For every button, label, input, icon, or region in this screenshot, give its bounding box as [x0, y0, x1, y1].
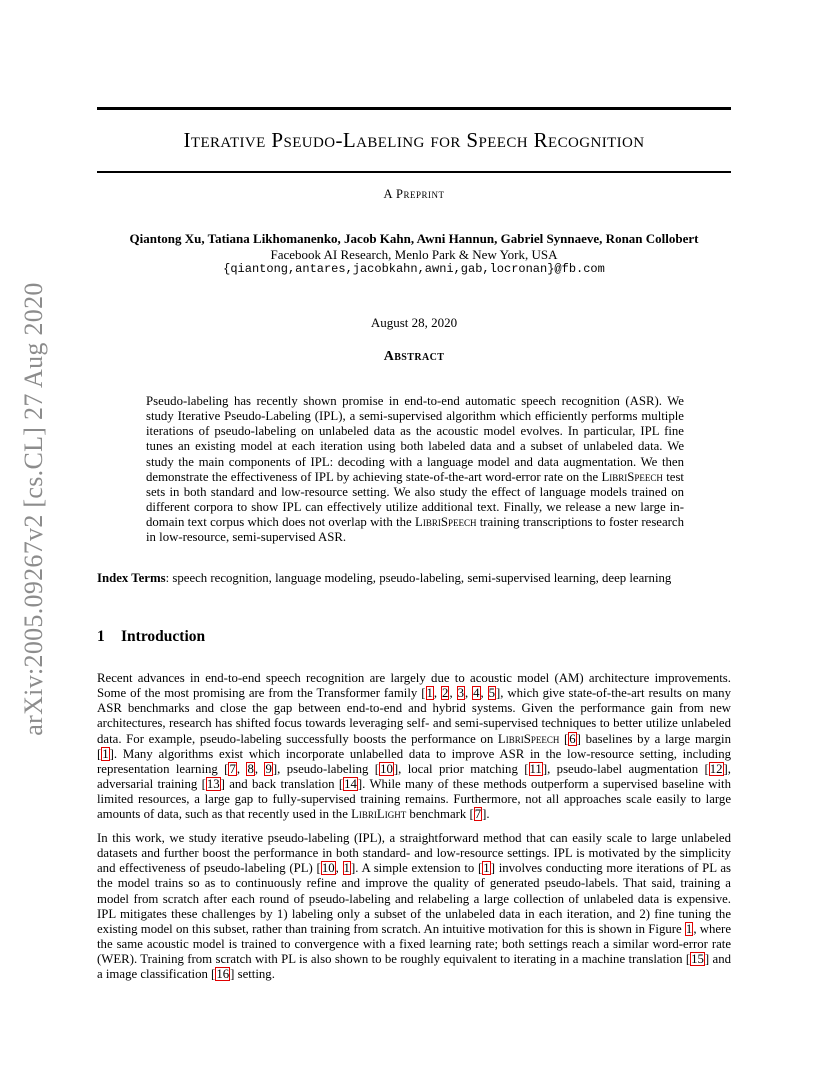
abstract-text: Pseudo-labeling has recently shown promise in end-to-end automatic speech recognition (ASR). We study Iterative Pseudo-Labeling (IPL), a semi-supervised algorithm which efficiently performs multiple iterations of pseudo-labeling on unlabeled data as the acoustic model evolves. In particular, IPL fine tunes an existing model at each iteration using both labeled data and a subset of unlabeled data. We study the main components of IPL: decoding with a language model and data augmentation. We then demonstrate the effectiveness of IPL by achieving state-of-the-art word-error rate on the LibriSpeech test sets in both standard and low-resource setting. We also study the effect of language models trained on different corpora to show IPL can effectively utilize additional text. Finally, we release a new large in-domain text corpus which does not overlap with the LibriSpeech training transcriptions to foster research in low-resource, semi-supervised ASR.: [146, 394, 685, 545]
citation-link[interactable]: 15: [691, 952, 704, 967]
citation-link[interactable]: 10: [380, 761, 393, 776]
dataset-name: LibriLight: [351, 807, 407, 822]
citation-link[interactable]: 14: [344, 777, 357, 792]
citation-link[interactable]: 1: [102, 746, 109, 761]
citation-link[interactable]: 3: [457, 686, 464, 701]
figure-link[interactable]: 1: [685, 921, 693, 936]
paper-date: August 28, 2020: [370, 315, 458, 330]
citation-link[interactable]: 1: [483, 861, 490, 876]
paper-title: Iterative Pseudo-Labeling for Speech Recognition: [183, 128, 645, 152]
affiliation: Facebook AI Research, Menlo Park & New York, USA: [270, 247, 558, 262]
citation-link[interactable]: 7: [474, 807, 482, 822]
citation-link[interactable]: 13: [206, 777, 220, 792]
author-list: Qiantong Xu, Tatiana Likhomanenko, Jacob Kahn, Awni Hannun, Gabriel Synnaeve, Ronan Collobert: [129, 231, 699, 246]
citation-link[interactable]: 16: [216, 967, 230, 982]
arxiv-identifier: arXiv:2005.09267v2 [cs.CL] 27 Aug 2020: [19, 282, 48, 736]
citation-link[interactable]: 12: [709, 761, 723, 776]
citation-link[interactable]: 2: [442, 686, 449, 701]
section-number: 1: [97, 628, 105, 645]
citation-link[interactable]: 1: [426, 686, 433, 701]
citation-link[interactable]: 11: [529, 761, 542, 776]
citation-link[interactable]: 10: [321, 861, 335, 876]
title-rule-bottom: [97, 171, 731, 173]
intro-paragraph-2: In this work, we study iterative pseudo-labeling (IPL), a straightforward method that can easily scale to large unlabeled datasets and further boost the performance in both standard- and low-resource settings. IPL is motivated by the simplicity and effectiveness of pseudo-labeling (PL) [10, 1]. A simple extension to [1] involves conducting more iterations of PL as the model trains so as to continuously refine and improve the quality of generated pseudo-labels. That said, training a model from scratch after each round of pseudo-labeling and relabeling a large collection of unlabeled data is expensive. IPL mitigates these challenges by 1) labeling only a subset of the unlabeled data in each iteration, and 2) fine tuning the existing model on this subset, rather than training from scratch. An intuitive motivation for this is shown in Figure 1, where the same acoustic model is trained to convergence with a fixed learning rate; both settings reach a similar word-error rate (WER). Training from scratch with PL is also shown to be roughly equivalent to iterating in a machine translation [15] and a image classification [16] setting.: [97, 831, 732, 982]
preprint-label: A Preprint: [383, 187, 445, 201]
citation-link[interactable]: 5: [488, 686, 496, 701]
dataset-name: LibriSpeech: [497, 731, 560, 746]
citation-link[interactable]: 4: [473, 686, 480, 701]
dataset-name: LibriSpeech: [415, 515, 477, 530]
section-heading: [97, 628, 205, 646]
intro-paragraph-1: Recent advances in end-to-end speech recognition are largely due to acoustic model (AM) architecture improvements. Some of the most promising are from the Transformer family [1, 2, 3, 4, 5], which give state-of-the-art results on many ASR benchmarks and close the gap between end-to-end and hybrid systems. Given the performance gain from new architectures, research has shifted focus towards leveraging self- and semi-supervised techniques to better utilize unlabeled data. For example, pseudo-labeling successfully boosts the performance on LibriSpeech [6] baselines by a large margin [1]. Many algorithms exist which incorporate unlabelled data to improve ASR in the low-resource setting, including representation learning [7, 8, 9], pseudo-labeling [10], local prior matching [11], pseudo-label augmentation [12], adversarial training [13] and back translation [14]. While many of these methods outperform a supervised baseline with limited resources, a large gap to fully-supervised training remains. Furthermore, not all approaches scale easily to large amounts of data, such as that recently used in the LibriLight benchmark [7].: [97, 671, 732, 822]
section-title: Introduction: [121, 628, 206, 645]
citation-link[interactable]: 7: [229, 761, 236, 776]
citation-link[interactable]: 8: [247, 761, 254, 776]
author-emails: {qiantong,antares,jacobkahn,awni,gab,locronan}@fb.com: [223, 262, 605, 276]
index-terms: Index Terms: speech recognition, language modeling, pseudo-labeling, semi-supervised learning, deep learning: [97, 571, 672, 585]
citation-link[interactable]: 1: [343, 861, 350, 876]
dataset-name: LibriSpeech: [601, 469, 663, 484]
citation-link[interactable]: 6: [569, 731, 576, 746]
index-terms-label: Index Terms: [97, 571, 166, 585]
citation-link[interactable]: 9: [265, 761, 272, 776]
title-rule-top: [97, 107, 731, 110]
abstract-heading: Abstract: [383, 349, 445, 364]
